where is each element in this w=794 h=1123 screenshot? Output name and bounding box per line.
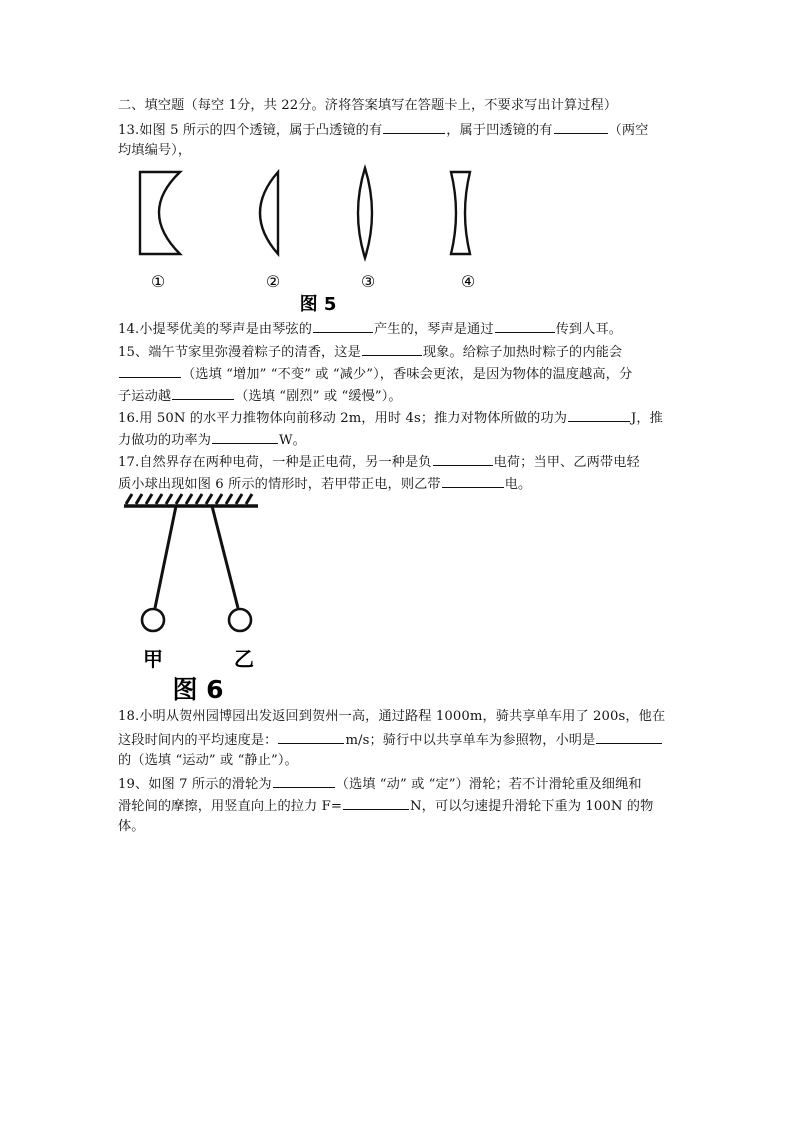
question-15-line-2: （选填 “增加” “不变” 或 “减少”），香味会更浓，是因为物体的温度越高，分	[118, 363, 632, 385]
answer-blank[interactable]	[362, 341, 422, 356]
answer-blank[interactable]	[495, 318, 555, 333]
answer-blank[interactable]	[313, 318, 373, 333]
answer-blank[interactable]	[433, 451, 493, 466]
question-18-line-2: 这段时间内的平均速度是： m/s；骑行中以共享单车为参照物，小明是	[118, 729, 663, 751]
ball-yi-icon	[229, 609, 251, 631]
question-18-line-1: 18.小明从贺州园博园出发返回到贺州一高，通过路程 1000m，骑共享单车用了 200s，他在	[118, 709, 666, 724]
answer-blank[interactable]	[554, 119, 608, 134]
figure-6-caption: 图 6	[172, 675, 224, 704]
question-13-line-1: 13.如图 5 所示的四个透镜，属于凸透镜的有 ，属于凹透镜的有 （两空	[118, 119, 648, 141]
question-14-line-1: 14.小提琴优美的琴声是由琴弦的 产生的，琴声是通过 传到人耳。	[118, 318, 622, 340]
figure-6-charged-balls	[118, 490, 278, 705]
lens-label-3: ③	[360, 272, 376, 291]
section-title: 二、填空题（每空 1分，共 22分。济将答案填写在答题卡上，不要求写出计算过程）	[118, 98, 618, 113]
question-19-line-2: 滑轮间的摩擦，用竖直向上的拉力 F= N，可以匀速提升滑轮下重为 100N 的物	[118, 795, 653, 817]
answer-blank[interactable]	[273, 773, 335, 788]
lens-3-icon	[358, 168, 372, 258]
answer-blank[interactable]	[343, 795, 409, 810]
question-15-line-3: 子运动越 （选填 “剧烈” 或 “缓慢”）。	[118, 385, 402, 407]
lens-2-icon	[260, 172, 278, 254]
answer-blank[interactable]	[119, 363, 181, 378]
lens-4-icon	[451, 172, 470, 254]
answer-blank[interactable]	[568, 407, 630, 422]
figure-5-caption: 图 5	[299, 294, 337, 315]
question-17-line-1: 17.自然界存在两种电荷，一种是正电荷，另一种是负 电荷；当甲、乙两带电轻	[118, 451, 640, 473]
question-17-line-2: 质小球出现如图 6 所示的情形时，若甲带正电，则乙带 电。	[118, 473, 531, 495]
left-thread	[155, 506, 176, 608]
label-jia: 甲	[143, 647, 163, 671]
question-15-line-1: 15、端午节家里弥漫着粽子的清香，这是 现象。给粽子加热时粽子的内能会	[118, 341, 622, 363]
question-19-line-3: 体。	[118, 819, 145, 834]
lens-label-4: ④	[460, 272, 476, 291]
lens-1-icon	[140, 172, 180, 254]
question-16-line-1: 16.用 50N 的水平力推物体向前移动 2m，用时 4s；推力对物体所做的功为 J，推	[118, 407, 663, 429]
question-13-line-2: 均填编号），	[118, 143, 192, 158]
lens-label-1: ①	[150, 272, 166, 291]
ball-jia-icon	[142, 609, 164, 631]
answer-blank[interactable]	[383, 119, 445, 134]
answer-blank[interactable]	[442, 473, 504, 488]
label-yi: 乙	[234, 647, 254, 671]
question-16-line-2: 力做功的功率为 W。	[118, 429, 306, 451]
lens-label-2: ②	[265, 272, 281, 291]
question-18-line-3: 的（选填 “运动” 或 “静止”）。	[118, 753, 298, 768]
answer-blank[interactable]	[212, 429, 278, 444]
answer-blank[interactable]	[596, 729, 662, 744]
ceiling-hatch	[126, 494, 252, 504]
question-19-line-1: 19、如图 7 所示的滑轮为 （选填 “动” 或 “定”）滑轮；若不计滑轮重及细绳和	[118, 773, 642, 795]
right-thread	[212, 506, 238, 608]
answer-blank[interactable]	[278, 729, 344, 744]
answer-blank[interactable]	[172, 385, 234, 400]
figure-5-lenses	[118, 162, 518, 322]
